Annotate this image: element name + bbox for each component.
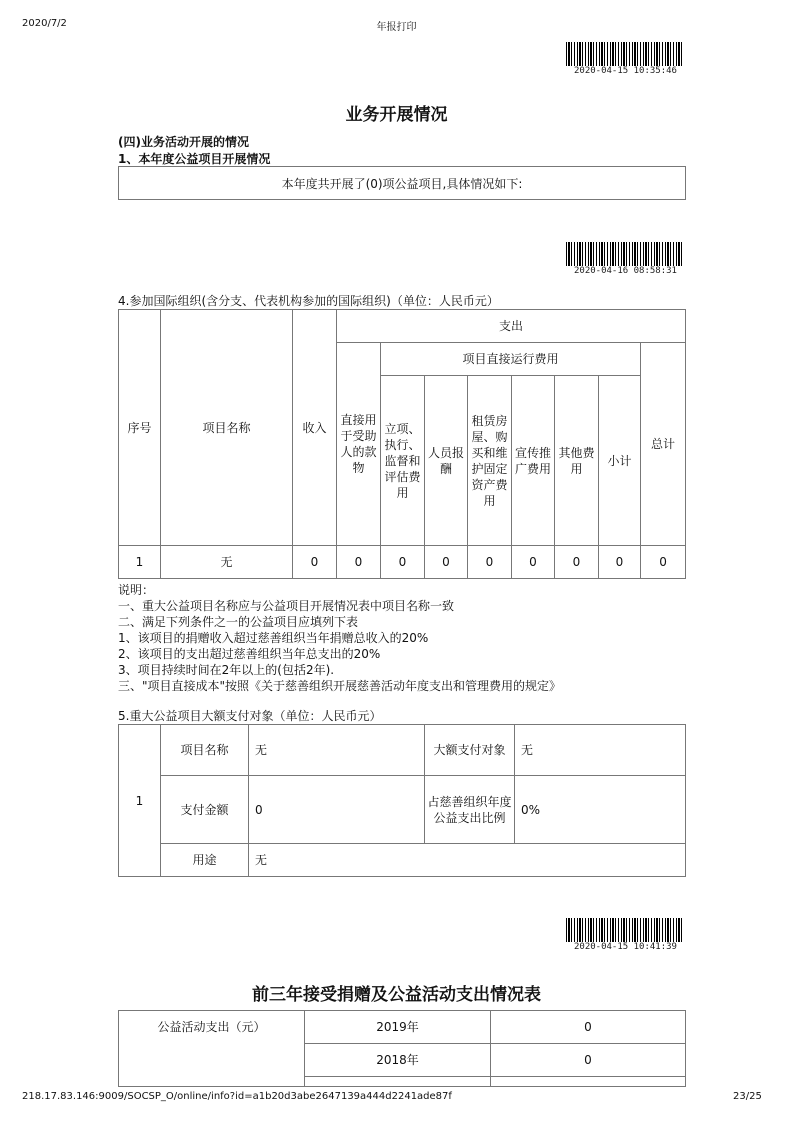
cell-c1: 0 <box>381 546 425 579</box>
major-no: 1 <box>119 725 161 877</box>
major-use-label: 用途 <box>161 844 249 877</box>
major-project-table <box>118 724 686 877</box>
note-line: 一、重大公益项目名称应与公益项目开展情况表中项目名称一致 <box>118 599 455 613</box>
intl-org-title: 4.参加国际组织(含分支、代表机构参加的国际组织)（单位：人民币元） <box>118 294 499 308</box>
col-name: 项目名称 <box>161 310 293 546</box>
section-title-donations: 前三年接受捐赠及公益活动支出情况表 <box>252 985 541 1005</box>
cell-no: 1 <box>119 546 161 579</box>
col-income: 收入 <box>293 310 337 546</box>
col-c3: 租赁房屋、购买和维护固定资产费用 <box>468 376 512 546</box>
project-summary-text: 本年度共开展了(0)项公益项目,具体情况如下: <box>281 176 523 191</box>
cell-c4: 0 <box>512 546 555 579</box>
major-amount-label: 支付金额 <box>161 776 249 844</box>
subheading-activities: (四)业务活动开展的情况 <box>118 135 249 149</box>
major-ratio-value: 0% <box>515 776 686 844</box>
cell-name: 无 <box>161 546 293 579</box>
cell-c5: 0 <box>555 546 599 579</box>
major-use-value: 无 <box>249 844 686 877</box>
barcode-2 <box>566 242 684 266</box>
note-line: 1、该项目的捐赠收入超过慈善组织当年捐赠总收入的20% <box>118 631 429 645</box>
col-total: 总计 <box>641 343 686 546</box>
col-expense: 支出 <box>337 310 686 343</box>
donation-table <box>118 1010 686 1087</box>
major-name-value: 无 <box>249 725 425 776</box>
major-project-title: 5.重大公益项目大额支付对象（单位：人民币元） <box>118 709 382 723</box>
barcode-3 <box>566 918 684 942</box>
barcode-1-date: 2020-04-15 10:35:46 <box>574 66 677 76</box>
cell-total: 0 <box>641 546 686 579</box>
subheading-projects: 1、本年度公益项目开展情况 <box>118 152 271 166</box>
note-line: 说明： <box>118 583 155 597</box>
major-big-value: 无 <box>515 725 686 776</box>
col-project-cost: 项目直接运行费用 <box>381 343 641 376</box>
footer-url: 218.17.83.146:9009/SOCSP_O/online/info?id=a1b20d3abe2647139a444d2241ade87f <box>22 1091 452 1102</box>
footer-page: 23/25 <box>733 1091 762 1102</box>
note-line: 2、该项目的支出超过慈善组织当年总支出的20% <box>118 647 381 661</box>
cell-c3: 0 <box>468 546 512 579</box>
col-direct: 直接用于受助人的款物 <box>337 343 381 546</box>
col-c2: 人员报酬 <box>425 376 468 546</box>
donation-label: 公益活动支出（元） <box>119 1011 305 1087</box>
major-big-label: 大额支付对象 <box>425 725 515 776</box>
col-c5: 其他费用 <box>555 376 599 546</box>
cell-c6: 0 <box>599 546 641 579</box>
barcode-3-date: 2020-04-15 10:41:39 <box>574 942 677 952</box>
note-line: 二、满足下列条件之一的公益项目应填列下表 <box>118 615 359 629</box>
cell-income: 0 <box>293 546 337 579</box>
note-line: 3、项目持续时间在2年以上的(包括2年). <box>118 663 335 677</box>
table-row <box>119 546 686 579</box>
print-date: 2020/7/2 <box>22 18 67 29</box>
col-c4: 宣传推广费用 <box>512 376 555 546</box>
cell-direct: 0 <box>337 546 381 579</box>
donation-value: 0 <box>491 1011 686 1044</box>
donation-value: 0 <box>491 1044 686 1077</box>
intl-org-table <box>118 309 686 579</box>
major-ratio-label: 占慈善组织年度公益支出比例 <box>425 776 515 844</box>
major-amount-value: 0 <box>249 776 425 844</box>
cell-c2: 0 <box>425 546 468 579</box>
col-c6: 小计 <box>599 376 641 546</box>
project-summary-box <box>118 166 686 200</box>
section-title-business: 业务开展情况 <box>345 105 448 125</box>
barcode-1 <box>566 42 684 66</box>
major-name-label: 项目名称 <box>161 725 249 776</box>
note-line: 三、"项目直接成本"按照《关于慈善组织开展慈善活动年度支出和管理费用的规定》 <box>118 679 562 693</box>
donation-year: 2018年 <box>305 1044 491 1077</box>
barcode-2-date: 2020-04-16 08:58:31 <box>574 266 677 276</box>
col-c1: 立项、执行、监督和评估费用 <box>381 376 425 546</box>
print-title: 年报打印 <box>376 22 417 33</box>
col-no: 序号 <box>119 310 161 546</box>
donation-year: 2019年 <box>305 1011 491 1044</box>
